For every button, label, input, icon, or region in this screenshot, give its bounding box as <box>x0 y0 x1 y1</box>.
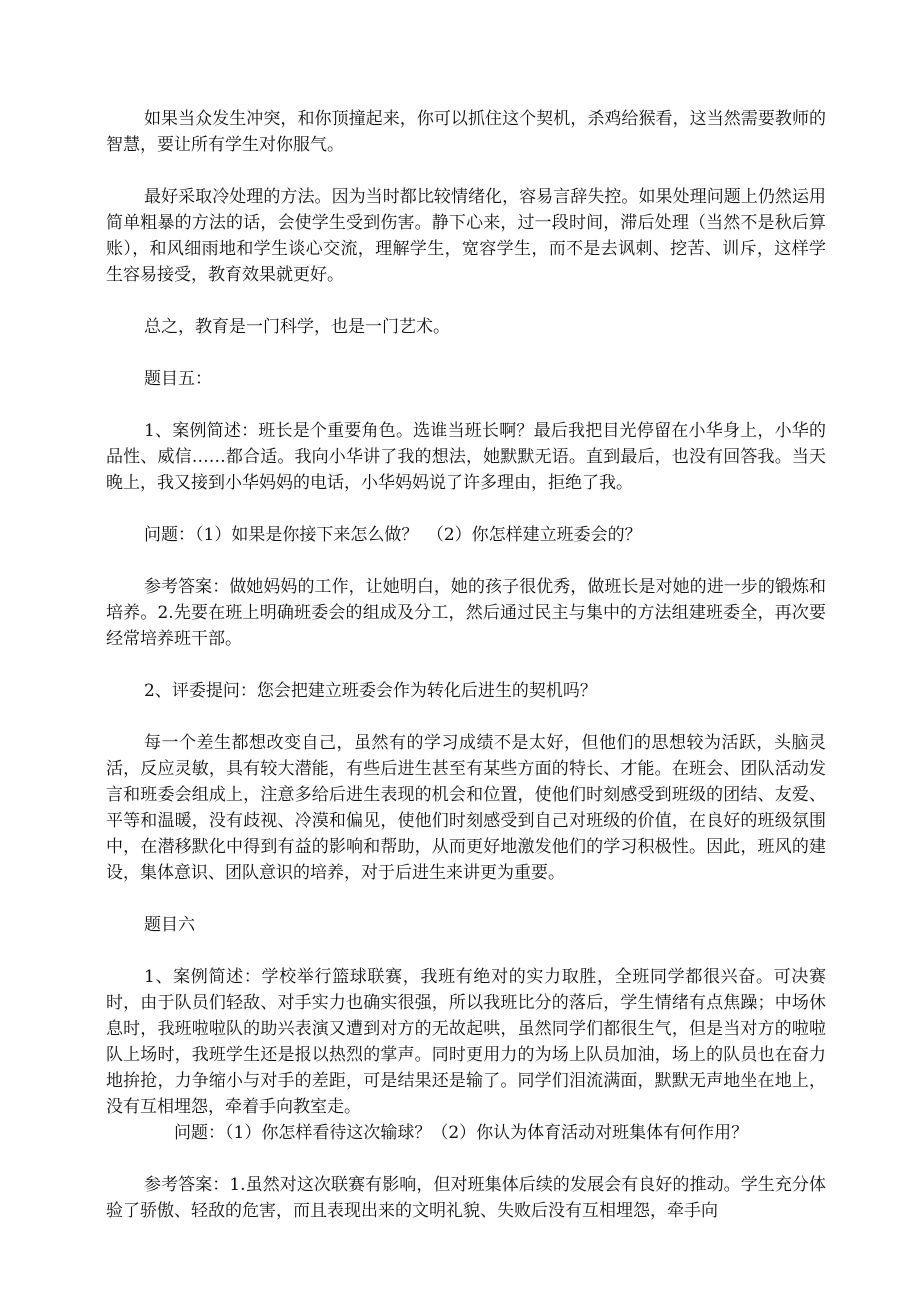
heading-topic-five: 题目五： <box>144 369 212 389</box>
paragraph-question-monitor: 问题：（1）如果是你接下来怎么做？ （2）你怎样建立班委会的？ <box>144 525 642 545</box>
paragraph-answer-monitor: 参考答案：做她妈妈的工作，让她明白，她的孩子很优秀，做班长是对她的进一步的锻炼和培养。2.先要在班上明确班委会的组成及分工，然后通过民主与集中的方法组建班委全，再次要经常培养班干部。 <box>106 577 826 649</box>
paragraph-answer-basketball: 参考答案：1.虽然对这次联赛有影响，但对班集体后续的发展会有良好的推动。学生充分体验了骄傲、轻敌的危害，而且表现出来的文明礼貌、失败后没有互相埋怨，牵手向 <box>106 1175 826 1221</box>
paragraph-conflict-handling: 如果当众发生冲突，和你顶撞起来，你可以抓住这个契机，杀鸡给猴看，这当然需要教师的智慧，要让所有学生对你服气。 <box>106 109 826 155</box>
paragraph-case-monitor: 1、案例简述：班长是个重要角色。选谁当班长啊？最后我把目光停留在小华身上，小华的品性、威信……都合适。我向小华讲了我的想法，她默默无语。直到最后，也没有回答我。当天晚上，我又接到小华妈妈的电话，小华妈妈说了许多理由，拒绝了我。 <box>106 421 826 493</box>
paragraph-case-basketball: 1、案例简述：学校举行篮球联赛，我班有绝对的实力取胜，全班同学都很兴奋。可决赛时，由于队员们轻敌、对手实力也确实很强，所以我班比分的落后，学生情绪有点焦躁；中场休息时，我班啦啦队的助兴表演又遭到对方的无故起哄，虽然同学们都很生气，但是当对方的啦啦队上场时，我班学生还是报以热烈的掌声。同时更用力的为场上队员加油，场上的队员也在奋力地拚抢，力争缩小与对手的差距，可是结果还是输了。同学们泪流满面，默默无声地坐在地上，没有互相埋怨，牵着手向教室走。 <box>106 967 826 1117</box>
paragraph-question-basketball: 问题：（1）你怎样看待这次输球？（2）你认为体育活动对班集体有何作用？ <box>174 1123 749 1143</box>
paragraph-summary: 总之，教育是一门科学，也是一门艺术。 <box>144 317 450 337</box>
document-page <box>106 106 826 1250</box>
paragraph-struggling-students: 每一个差生都想改变自己，虽然有的学习成绩不是太好，但他们的思想较为活跃，头脑灵活，反应灵敏，具有较大潜能，有些后进生甚至有某些方面的特长、才能。在班会、团队活动发言和班委会组成上，注意多给后进生表现的机会和位置，使他们时刻感受到班级的团结、友爱、平等和温暖，没有歧视、冷漠和偏见，使他们时刻感受到自己对班级的价值，在良好的班级氛围中，在潜移默化中得到有益的影响和帮助，从而更好地激发他们的学习积极性。因此，班风的建设，集体意识、团队意识的培养，对于后进生来讲更为重要。 <box>106 733 826 883</box>
heading-topic-six: 题目六 <box>144 915 195 935</box>
paragraph-cold-treatment: 最好采取冷处理的方法。因为当时都比较情绪化，容易言辞失控。如果处理问题上仍然运用简单粗暴的方法的话，会使学生受到伤害。静下心来，过一段时间，滞后处理（当然不是秋后算账），和风细雨地和学生谈心交流，理解学生，宽容学生，而不是去讽刺、挖苦、训斥，这样学生容易接受，教育效果就更好。 <box>106 187 826 285</box>
paragraph-judge-question: 2、评委提问：您会把建立班委会作为转化后进生的契机吗？ <box>144 681 597 701</box>
